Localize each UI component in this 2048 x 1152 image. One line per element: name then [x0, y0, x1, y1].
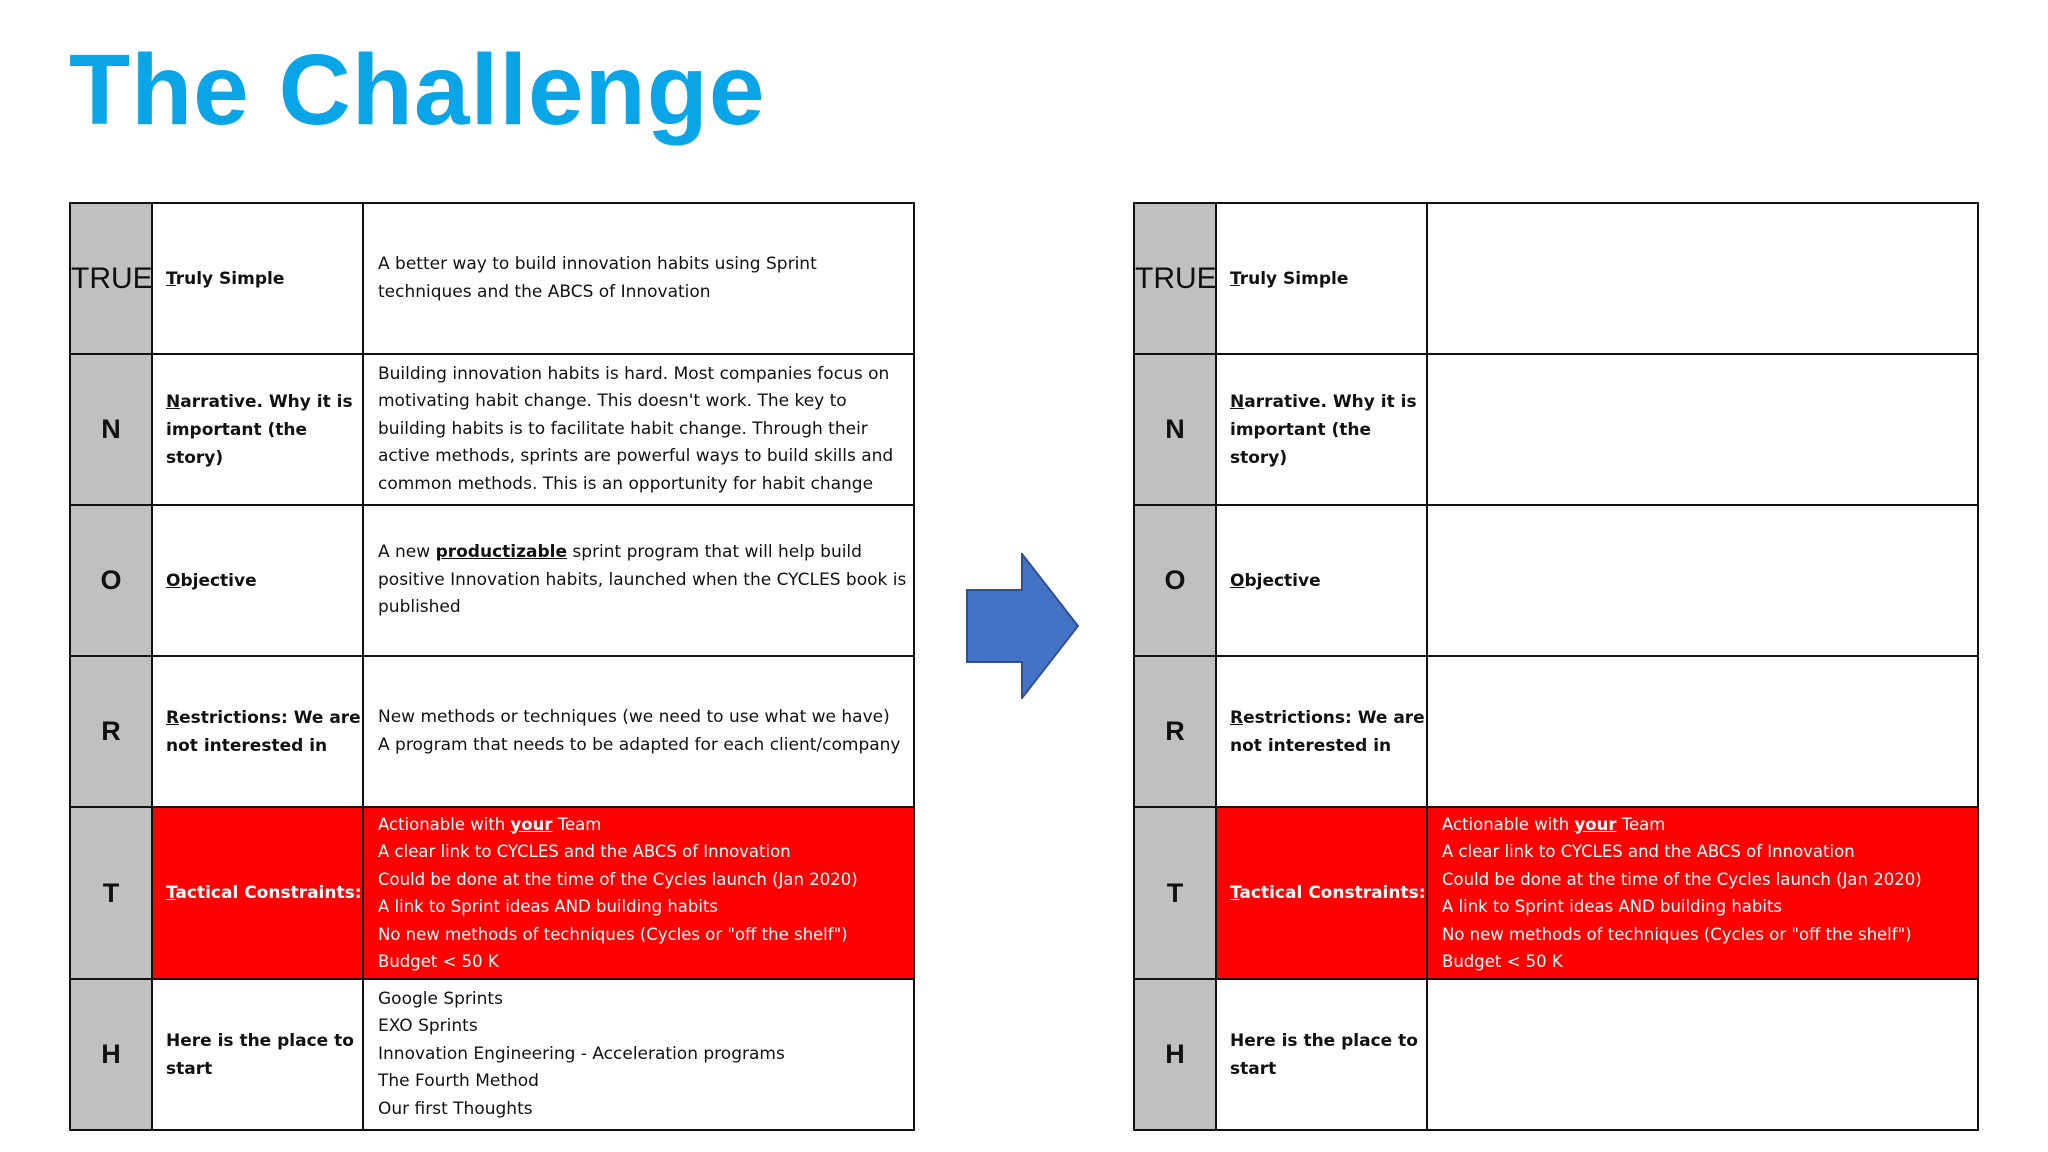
- row-description-empty: [1427, 656, 1978, 807]
- row-label: [1216, 203, 1427, 354]
- label-initial: O: [1230, 570, 1245, 591]
- row-description: [363, 807, 914, 979]
- label-rest: estrictions: We are not interested in: [166, 707, 361, 756]
- row-letter: H: [70, 979, 152, 1130]
- left-truth-table: [69, 202, 915, 1131]
- description-line: A clear link to CYCLES and the ABCS of Innovation: [378, 842, 791, 861]
- row-letter: N: [70, 354, 152, 505]
- label-initial: O: [166, 570, 181, 591]
- description-line: Budget < 50 K: [1442, 952, 1563, 971]
- table-row-r: [70, 656, 914, 807]
- label-rest: actical Constraints:: [175, 883, 362, 903]
- desc-post: Team: [552, 814, 602, 834]
- right-truth-table: [1133, 202, 1979, 1131]
- description-line: A better way to build innovation habits using Sprint techniques and the ABCS of Innovation: [378, 254, 817, 302]
- page-title: The Challenge: [69, 34, 766, 146]
- row-letter: R: [70, 656, 152, 807]
- row-letter: T: [70, 807, 152, 979]
- row-description: [363, 354, 914, 505]
- row-letter: R: [1134, 656, 1216, 807]
- table-row-o: [1134, 505, 1978, 656]
- description-line: [378, 811, 909, 839]
- row-description: [363, 203, 914, 354]
- label-initial: T: [166, 268, 176, 289]
- label-rest: ruly Simple: [1239, 268, 1349, 289]
- label-rest: bjective: [180, 570, 257, 591]
- row-label: [152, 656, 363, 807]
- description-line: Could be done at the time of the Cycles launch (Jan 2020): [1442, 869, 1922, 889]
- label-initial: T: [1230, 268, 1240, 289]
- description-line: Could be done at the time of the Cycles launch (Jan 2020): [378, 869, 858, 889]
- label-rest: bjective: [1244, 570, 1321, 591]
- row-description-empty: [1427, 354, 1978, 505]
- row-letter: N: [1134, 354, 1216, 505]
- table-row-true: [70, 203, 914, 354]
- description-line: New methods or techniques (we need to use what we have): [378, 707, 890, 727]
- table-row-r: [1134, 656, 1978, 807]
- row-label: Here is the place to start: [152, 979, 363, 1130]
- description-line: The Fourth Method: [378, 1071, 539, 1092]
- table-row-true: [1134, 203, 1978, 354]
- desc-pre: Actionable with: [378, 814, 511, 834]
- row-description: [363, 505, 914, 656]
- description-line: A link to Sprint ideas AND building habits: [1442, 897, 1783, 916]
- table-row-t: [1134, 807, 1978, 979]
- row-description: [363, 979, 914, 1130]
- desc-post: Team: [1616, 814, 1666, 834]
- description-line: EXO Sprints: [378, 1016, 478, 1037]
- label-initial: R: [1230, 707, 1244, 728]
- row-label: [152, 354, 363, 505]
- row-label: [1216, 354, 1427, 505]
- description-line: Innovation Engineering - Acceleration programs: [378, 1043, 785, 1064]
- row-label: [152, 505, 363, 656]
- label-rest: ruly Simple: [175, 268, 285, 289]
- label-initial: N: [166, 391, 181, 412]
- row-description-empty: [1427, 979, 1978, 1130]
- table-row-n: [70, 354, 914, 505]
- description-line: A link to Sprint ideas AND building habits: [378, 897, 719, 916]
- row-letter: H: [1134, 979, 1216, 1130]
- description-line: A clear link to CYCLES and the ABCS of Innovation: [1442, 842, 1855, 861]
- row-label: [1216, 505, 1427, 656]
- label-initial: R: [166, 707, 180, 728]
- label-rest: actical Constraints:: [1239, 883, 1426, 903]
- row-label: [152, 203, 363, 354]
- desc-pre: A new: [378, 542, 436, 563]
- table-row-t: [70, 807, 914, 979]
- row-letter: O: [70, 505, 152, 656]
- label-initial: N: [1230, 391, 1245, 412]
- description-line: Google Sprints: [378, 988, 503, 1009]
- row-label: Here is the place to start: [1216, 979, 1427, 1130]
- label-rest: arrative. Why it is important (the story): [1230, 391, 1417, 468]
- description-line: No new methods of techniques (Cycles or "off the shelf"): [378, 924, 848, 944]
- row-letter: T: [1134, 807, 1216, 979]
- row-label: [1216, 807, 1427, 979]
- label-rest: arrative. Why it is important (the story): [166, 391, 353, 468]
- table-row-h: [70, 979, 914, 1130]
- desc-pre: Actionable with: [1442, 814, 1575, 834]
- emphasized-word: your: [1574, 814, 1617, 834]
- row-description-empty: [1427, 505, 1978, 656]
- label-initial: T: [166, 883, 176, 903]
- row-label: [152, 807, 363, 979]
- table-row-h: [1134, 979, 1978, 1130]
- desc-post: sprint program that will help build positive Innovation habits, launched when the CYCLES book is published: [378, 542, 907, 618]
- description-line: Our first Thoughts: [378, 1098, 533, 1119]
- row-description: [1427, 807, 1978, 979]
- emphasized-word: your: [510, 814, 553, 834]
- row-description: [363, 656, 914, 807]
- row-letter: O: [1134, 505, 1216, 656]
- label-initial: T: [1230, 883, 1240, 903]
- row-letter: TRUE: [70, 203, 152, 354]
- table-row-o: [70, 505, 914, 656]
- description-line: No new methods of techniques (Cycles or "off the shelf"): [1442, 924, 1912, 944]
- description-line: A program that needs to be adapted for each client/company: [378, 734, 901, 755]
- row-label: [1216, 656, 1427, 807]
- table-row-n: [1134, 354, 1978, 505]
- description-line: Building innovation habits is hard. Most companies focus on motivating habit change. This doesn't work. The key to building habits is to facilitate habit change. Through their active methods, sprints are powerful ways to build skills and common methods. This is an opportunity for habit change: [378, 363, 894, 494]
- emphasized-word: productizable: [435, 542, 568, 563]
- description-line: [1442, 811, 1973, 839]
- description-line: [378, 539, 909, 622]
- right-arrow-icon: [966, 553, 1080, 699]
- row-letter: TRUE: [1134, 203, 1216, 354]
- description-line: Budget < 50 K: [378, 952, 499, 971]
- row-description-empty: [1427, 203, 1978, 354]
- label-rest: estrictions: We are not interested in: [1230, 707, 1425, 756]
